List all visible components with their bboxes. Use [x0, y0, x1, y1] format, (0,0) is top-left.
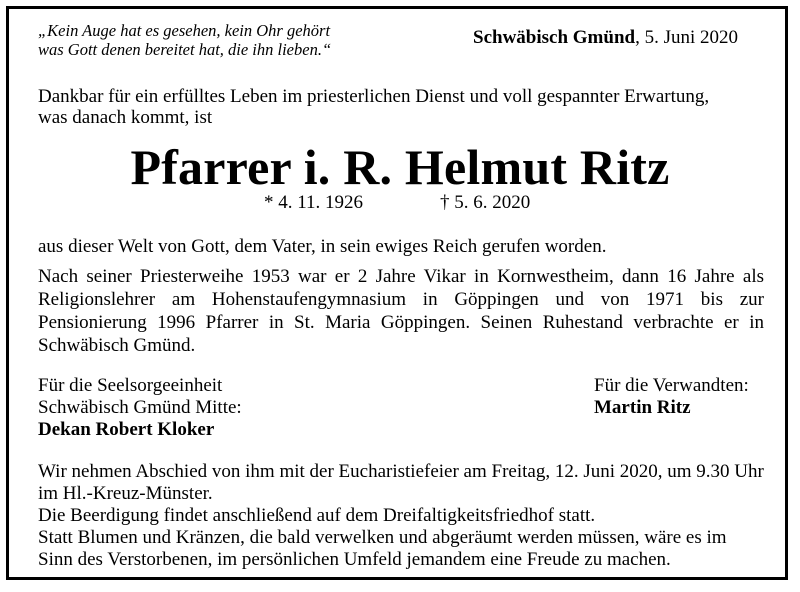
deceased-name: Pfarrer i. R. Helmut Ritz: [130, 139, 670, 195]
date: , 5. Juni 2020: [635, 27, 739, 48]
signature-name: Dekan Robert Kloker: [38, 419, 215, 440]
place-date: [473, 27, 738, 49]
intro-text: [38, 86, 709, 128]
signature-line: Für die Verwandten:: [594, 375, 749, 396]
closing-line: Statt Blumen und Kränzen, die bald verwelken und abgeräumt werden müssen, wäre es im: [38, 527, 727, 548]
place: Schwäbisch Gmünd: [473, 27, 636, 48]
intro-line: Dankbar für ein erfülltes Leben im priesterlichen Dienst und voll gespannter Erwartung,: [38, 86, 710, 107]
closing-line: Die Beerdigung findet anschließend auf dem Dreifaltigkeitsfriedhof statt.: [38, 505, 596, 526]
body-paragraph: aus dieser Welt von Gott, dem Vater, in sein ewiges Reich gerufen worden.: [38, 236, 607, 257]
signature-line: Schwäbisch Gmünd Mitte:: [38, 397, 242, 418]
bible-quote: [38, 21, 331, 59]
birth-date: * 4. 11. 1926: [264, 192, 364, 213]
closing-line: Sinn des Verstorbenen, im persönlichen Umfeld jemandem eine Freude zu machen.: [38, 549, 671, 570]
biography-paragraph: Nach seiner Priesterweihe 1953 war er 2 Jahre Vikar in Kornwestheim, dann 16 Jahre als Religionslehrer am Hohenstaufengymnasium in Göppingen und von 1971 bis zur Pensionierung 1996 Pfarrer in St. Maria Göppingen. Seinen Ruhestand verbrachte er in Schwäbisch Gmünd.: [38, 266, 764, 356]
quote-line: was Gott denen bereitet hat, die ihn lieben.“: [38, 40, 332, 59]
signature-left: [38, 375, 242, 441]
quote-line: „Kein Auge hat es gesehen, kein Ohr gehört: [38, 21, 331, 40]
closing-line: Wir nehmen Abschied von ihm mit der Eucharistiefeier am Freitag, 12. Juni 2020, um 9.30 Uhr: [38, 461, 764, 482]
signature-right: [594, 375, 749, 419]
intro-line: was danach kommt, ist: [38, 107, 213, 128]
signature-line: Für die Seelsorgeeinheit: [38, 375, 223, 396]
closing-text: [38, 461, 764, 571]
closing-line: im Hl.-Kreuz-Münster.: [38, 483, 213, 504]
signature-name: Martin Ritz: [594, 397, 691, 418]
death-date: † 5. 6. 2020: [440, 192, 531, 213]
